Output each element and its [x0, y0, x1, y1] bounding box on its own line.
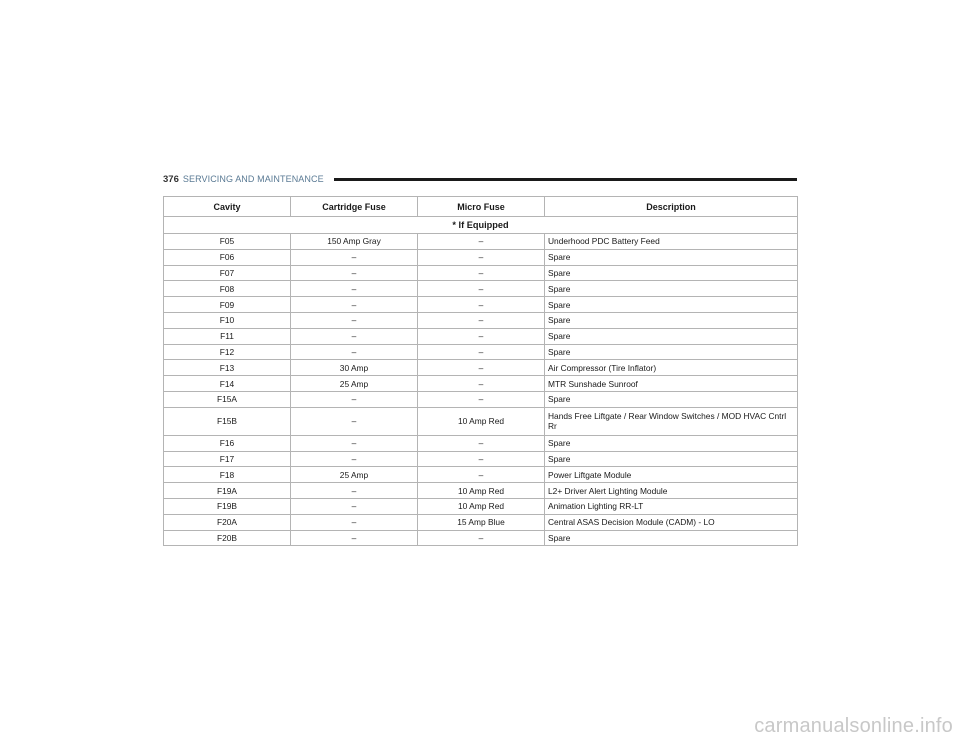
micro-fuse-cell: – [418, 265, 545, 281]
cartridge-fuse-cell: – [291, 514, 418, 530]
micro-fuse-cell: – [418, 360, 545, 376]
description-cell: Spare [545, 530, 798, 546]
description-cell: Spare [545, 249, 798, 265]
micro-fuse-cell: – [418, 451, 545, 467]
cartridge-fuse-cell: 150 Amp Gray [291, 234, 418, 250]
header-rule [334, 178, 797, 181]
micro-fuse-cell: – [418, 376, 545, 392]
description-cell: Hands Free Liftgate / Rear Window Switches / MOD HVAC Cntrl Rr [545, 407, 798, 435]
description-cell: Spare [545, 344, 798, 360]
cavity-cell: F12 [164, 344, 291, 360]
cartridge-fuse-cell: 25 Amp [291, 376, 418, 392]
cavity-cell: F05 [164, 234, 291, 250]
table-body [164, 217, 798, 546]
cavity-cell: F07 [164, 265, 291, 281]
header-micro-fuse: Micro Fuse [418, 197, 545, 217]
cartridge-fuse-cell: – [291, 328, 418, 344]
description-cell: MTR Sunshade Sunroof [545, 376, 798, 392]
micro-fuse-cell: – [418, 344, 545, 360]
micro-fuse-cell: – [418, 281, 545, 297]
description-cell: Animation Lighting RR-LT [545, 498, 798, 514]
header-cavity: Cavity [164, 197, 291, 217]
cavity-cell: F10 [164, 312, 291, 328]
header-description: Description [545, 197, 798, 217]
cartridge-fuse-cell: – [291, 483, 418, 499]
micro-fuse-cell: – [418, 312, 545, 328]
table-row [164, 344, 798, 360]
cavity-cell: F18 [164, 467, 291, 483]
cavity-cell: F13 [164, 360, 291, 376]
table-row [164, 281, 798, 297]
table-row [164, 265, 798, 281]
table-row [164, 451, 798, 467]
description-cell: Spare [545, 328, 798, 344]
description-cell: Spare [545, 435, 798, 451]
description-cell: Air Compressor (Tire Inflator) [545, 360, 798, 376]
description-cell: Spare [545, 297, 798, 313]
cavity-cell: F19A [164, 483, 291, 499]
micro-fuse-cell: – [418, 435, 545, 451]
cavity-cell: F20B [164, 530, 291, 546]
description-cell: Spare [545, 391, 798, 407]
table-row [164, 514, 798, 530]
micro-fuse-cell: – [418, 297, 545, 313]
cartridge-fuse-cell: – [291, 344, 418, 360]
cavity-cell: F11 [164, 328, 291, 344]
cartridge-fuse-cell: – [291, 391, 418, 407]
table-row [164, 312, 798, 328]
header-cartridge-fuse: Cartridge Fuse [291, 197, 418, 217]
table-row [164, 530, 798, 546]
table-row [164, 376, 798, 392]
table-header-row [164, 197, 798, 217]
cavity-cell: F08 [164, 281, 291, 297]
micro-fuse-cell: – [418, 328, 545, 344]
cavity-cell: F09 [164, 297, 291, 313]
section-title: SERVICING AND MAINTENANCE [182, 174, 324, 184]
cartridge-fuse-cell: – [291, 407, 418, 435]
table-row [164, 467, 798, 483]
table-row [164, 498, 798, 514]
table-row [164, 483, 798, 499]
cartridge-fuse-cell: 25 Amp [291, 467, 418, 483]
table-row [164, 328, 798, 344]
fuse-table [163, 196, 798, 546]
description-cell: Spare [545, 451, 798, 467]
micro-fuse-cell: – [418, 467, 545, 483]
page-header [163, 172, 797, 186]
cavity-cell: F15B [164, 407, 291, 435]
description-cell: Central ASAS Decision Module (CADM) - LO [545, 514, 798, 530]
micro-fuse-cell: – [418, 530, 545, 546]
description-cell: Spare [545, 281, 798, 297]
micro-fuse-cell: 10 Amp Red [418, 483, 545, 499]
table-row [164, 435, 798, 451]
micro-fuse-cell: 10 Amp Red [418, 498, 545, 514]
note-row [164, 217, 798, 234]
micro-fuse-cell: – [418, 391, 545, 407]
table-row [164, 234, 798, 250]
description-cell: Spare [545, 312, 798, 328]
description-cell: Power Liftgate Module [545, 467, 798, 483]
watermark: carmanualsonline.info [754, 715, 953, 737]
table-row [164, 360, 798, 376]
cartridge-fuse-cell: – [291, 530, 418, 546]
page-number: 376 [163, 173, 179, 185]
table-row [164, 391, 798, 407]
micro-fuse-cell: 10 Amp Red [418, 407, 545, 435]
micro-fuse-cell: – [418, 234, 545, 250]
cartridge-fuse-cell: – [291, 249, 418, 265]
cavity-cell: F15A [164, 391, 291, 407]
description-cell: L2+ Driver Alert Lighting Module [545, 483, 798, 499]
cartridge-fuse-cell: 30 Amp [291, 360, 418, 376]
cavity-cell: F20A [164, 514, 291, 530]
description-cell: Underhood PDC Battery Feed [545, 234, 798, 250]
cartridge-fuse-cell: – [291, 281, 418, 297]
cartridge-fuse-cell: – [291, 312, 418, 328]
micro-fuse-cell: 15 Amp Blue [418, 514, 545, 530]
description-cell: Spare [545, 265, 798, 281]
table-row [164, 297, 798, 313]
cartridge-fuse-cell: – [291, 297, 418, 313]
cavity-cell: F16 [164, 435, 291, 451]
cavity-cell: F14 [164, 376, 291, 392]
cavity-cell: F06 [164, 249, 291, 265]
cartridge-fuse-cell: – [291, 435, 418, 451]
cartridge-fuse-cell: – [291, 498, 418, 514]
cavity-cell: F17 [164, 451, 291, 467]
table-row [164, 249, 798, 265]
cartridge-fuse-cell: – [291, 265, 418, 281]
table-row [164, 407, 798, 435]
cartridge-fuse-cell: – [291, 451, 418, 467]
cavity-cell: F19B [164, 498, 291, 514]
micro-fuse-cell: – [418, 249, 545, 265]
if-equipped-note: * If Equipped [164, 217, 798, 234]
